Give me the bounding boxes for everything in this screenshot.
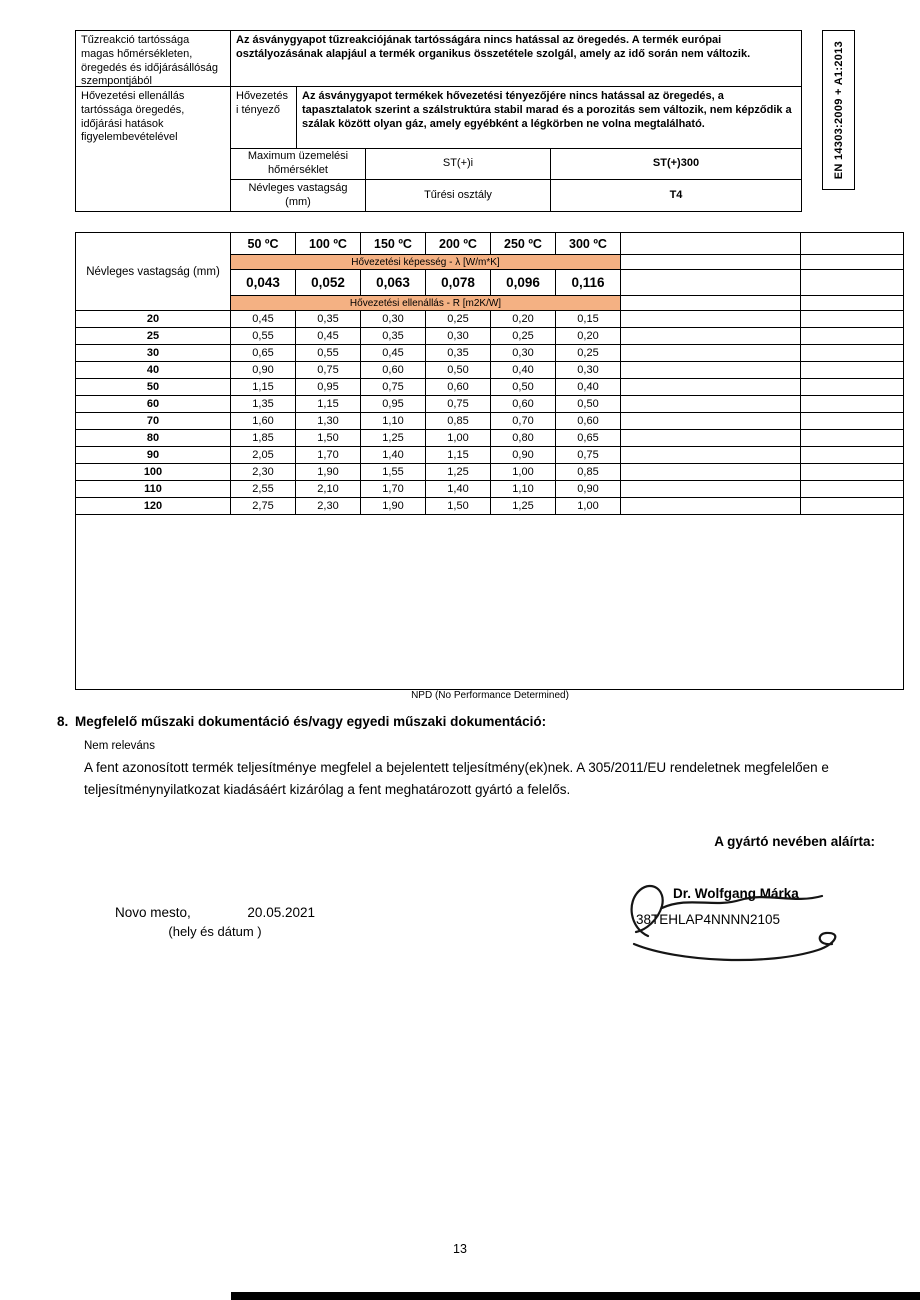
- r-value-cell: 1,35: [231, 396, 296, 413]
- thickness-row: [76, 464, 904, 481]
- r-value-cell: 1,10: [491, 481, 556, 498]
- place-date-block: [115, 905, 315, 939]
- empty-cell: [621, 328, 801, 345]
- date-text: 20.05.2021: [247, 905, 315, 920]
- r-value-cell: 0,30: [491, 345, 556, 362]
- conductivity-factor-value: Az ásványgyapot termékek hővezetési tényezőjére nincs hatással az öregedés, a tapasztalatok szerint a szálstruktúra stabil marad és a porozitás sem változik, nem képződik a szálak között olyan gáz, amely egyébként a légkörben ne volna megtalálható.: [297, 87, 801, 149]
- nominal-thickness-row: [231, 180, 801, 211]
- empty-cell: [801, 481, 904, 498]
- lambda-value-cell: 0,078: [426, 270, 491, 296]
- r-value-cell: 0,30: [556, 362, 621, 379]
- nominal-thickness-header: Névleges vastagság (mm): [76, 233, 231, 311]
- empty-cell: [801, 345, 904, 362]
- empty-cell: [621, 396, 801, 413]
- empty-cell: [621, 255, 801, 270]
- tolerance-class-value: T4: [669, 188, 683, 201]
- empty-cell: [621, 447, 801, 464]
- fire-reaction-value: Az ásványgyapot tűzreakciójának tartósságára nincs hatással az öregedés. A termék európai osztályozásának alapjául a termék organikus összetétele szolgál, amely az idő során nem változik.: [231, 31, 801, 87]
- r-value-cell: 0,45: [361, 345, 426, 362]
- signer-name: Dr. Wolfgang Márka: [673, 886, 799, 901]
- thickness-row: [76, 447, 904, 464]
- thickness-cell: 70: [76, 413, 231, 430]
- place-text: Novo mesto,: [115, 905, 191, 920]
- signed-on-behalf-label: A gyártó nevében aláírta:: [714, 834, 875, 849]
- thickness-row: [76, 362, 904, 379]
- signature-block: [618, 876, 850, 971]
- conductivity-factor-row: [231, 87, 801, 149]
- thickness-row: [76, 396, 904, 413]
- r-value-cell: 2,75: [231, 498, 296, 515]
- declaration-paragraph: A fent azonosított termék teljesítménye megfelel a bejelentett teljesítmény(ek)nek. A 305/2011/EU rendeletnek megfelelően e teljesítménynyilatkozat kiadásáért kizárólag a fent meghatározott gyártó a felelős.: [84, 760, 829, 798]
- r-value-cell: 0,75: [361, 379, 426, 396]
- r-value-cell: 0,35: [426, 345, 491, 362]
- r-value-cell: 0,60: [556, 413, 621, 430]
- empty-cell: [621, 270, 801, 296]
- empty-cell: [801, 255, 904, 270]
- r-value-cell: 1,15: [231, 379, 296, 396]
- r-value-cell: 0,30: [361, 311, 426, 328]
- empty-cell: [801, 447, 904, 464]
- r-value-cell: 1,70: [296, 447, 361, 464]
- durability-table: [75, 30, 802, 212]
- thickness-cell: 100: [76, 464, 231, 481]
- signature-code: 38TEHLAP4NNNN2105: [636, 912, 781, 927]
- r-value-cell: 0,50: [426, 362, 491, 379]
- r-value-cell: 0,15: [556, 311, 621, 328]
- r-value-cell: 1,40: [426, 481, 491, 498]
- section8-title: Megfelelő műszaki dokumentáció és/vagy egyedi műszaki dokumentáció:: [75, 714, 547, 729]
- temp-header-cell: 100 ºC: [296, 233, 361, 255]
- nominal-thickness-label: Névleges vastagság (mm): [231, 180, 366, 211]
- r-value-cell: 1,10: [361, 413, 426, 430]
- max-service-temp-class: ST(+)i: [366, 149, 551, 180]
- tolerance-class-label: Tűrési osztály: [366, 180, 551, 211]
- thickness-cell: 50: [76, 379, 231, 396]
- thickness-cell: 110: [76, 481, 231, 498]
- r-value-cell: 1,90: [361, 498, 426, 515]
- empty-cell: [621, 362, 801, 379]
- empty-cell: [801, 464, 904, 481]
- r-value-cell: 0,65: [556, 430, 621, 447]
- r-value-cell: 0,90: [556, 481, 621, 498]
- empty-cell: [801, 498, 904, 515]
- r-value-cell: 0,35: [296, 311, 361, 328]
- r-value-cell: 0,55: [231, 328, 296, 345]
- r-value-cell: 2,05: [231, 447, 296, 464]
- r-value-cell: 1,25: [426, 464, 491, 481]
- empty-area: [76, 515, 904, 690]
- r-value-cell: 1,30: [296, 413, 361, 430]
- r-value-cell: 1,55: [361, 464, 426, 481]
- temp-header-cell: 200 ºC: [426, 233, 491, 255]
- section8-number: 8.: [57, 714, 69, 729]
- temp-header-cell: 50 ºC: [231, 233, 296, 255]
- page-number: 13: [453, 1242, 467, 1256]
- thickness-cell: 120: [76, 498, 231, 515]
- thickness-rows: [76, 311, 904, 515]
- r-value-cell: 1,60: [231, 413, 296, 430]
- r-value-cell: 0,80: [491, 430, 556, 447]
- r-value-cell: 1,40: [361, 447, 426, 464]
- r-value-cell: 0,90: [231, 362, 296, 379]
- empty-cell: [801, 270, 904, 296]
- empty-cell: [801, 328, 904, 345]
- r-value-cell: 0,50: [556, 396, 621, 413]
- empty-cell: [801, 396, 904, 413]
- r-value-cell: 0,45: [296, 328, 361, 345]
- r-value-cell: 0,35: [361, 328, 426, 345]
- r-value-cell: 0,45: [231, 311, 296, 328]
- r-value-cell: 0,40: [556, 379, 621, 396]
- r-value-cell: 2,30: [296, 498, 361, 515]
- r-value-cell: 0,75: [426, 396, 491, 413]
- r-value-cell: 0,50: [491, 379, 556, 396]
- section8-heading: [57, 714, 546, 729]
- r-value-cell: 0,95: [361, 396, 426, 413]
- r-value-cell: 0,55: [296, 345, 361, 362]
- lambda-value-cell: 0,116: [556, 270, 621, 296]
- place-date-caption: (hely és dátum ): [168, 924, 262, 939]
- bottom-bar: [231, 1292, 920, 1300]
- empty-cell: [621, 379, 801, 396]
- empty-cell: [801, 379, 904, 396]
- empty-cell: [801, 296, 904, 311]
- empty-cell: [621, 430, 801, 447]
- r-value-cell: 0,25: [426, 311, 491, 328]
- thickness-cell: 80: [76, 430, 231, 447]
- temp-header-cell: 250 ºC: [491, 233, 556, 255]
- r-value-cell: 0,75: [556, 447, 621, 464]
- thermal-durability-label: Hővezetési ellenállás tartóssága öregedés, időjárási hatások figyelembevételével: [76, 87, 231, 211]
- thickness-row: [76, 328, 904, 345]
- thickness-row: [76, 311, 904, 328]
- r-value-cell: 1,00: [556, 498, 621, 515]
- thickness-row: [76, 498, 904, 515]
- empty-cell: [621, 311, 801, 328]
- thickness-row: [76, 345, 904, 362]
- lambda-value-cell: 0,052: [296, 270, 361, 296]
- place-date-line: [115, 905, 315, 920]
- r-value-cell: 0,60: [361, 362, 426, 379]
- r-value-cell: 2,10: [296, 481, 361, 498]
- thickness-row: [76, 379, 904, 396]
- lambda-value-cell: 0,063: [361, 270, 426, 296]
- thickness-row: [76, 413, 904, 430]
- r-band-label: Hővezetési ellenállás - R [m2K/W]: [231, 296, 621, 311]
- r-value-cell: 0,85: [426, 413, 491, 430]
- max-service-temp-label: Maximum üzemelési hőmérséklet: [231, 149, 366, 180]
- r-value-cell: 1,15: [296, 396, 361, 413]
- thickness-cell: 40: [76, 362, 231, 379]
- r-value-cell: 0,95: [296, 379, 361, 396]
- r-value-cell: 0,40: [491, 362, 556, 379]
- empty-cell: [621, 233, 801, 255]
- empty-cell: [801, 413, 904, 430]
- r-value-cell: 1,50: [296, 430, 361, 447]
- r-value-cell: 0,30: [426, 328, 491, 345]
- temp-header-row: [76, 233, 904, 255]
- r-value-cell: 0,65: [231, 345, 296, 362]
- empty-cell: [801, 430, 904, 447]
- empty-cell: [621, 345, 801, 362]
- r-value-cell: 1,85: [231, 430, 296, 447]
- npd-footnote: NPD (No Performance Determined): [411, 690, 569, 701]
- r-value-cell: 0,85: [556, 464, 621, 481]
- thickness-cell: 90: [76, 447, 231, 464]
- r-value-cell: 0,60: [491, 396, 556, 413]
- lambda-band-label: Hővezetési képesség - λ [W/m*K]: [231, 255, 621, 270]
- r-value-cell: 0,70: [491, 413, 556, 430]
- lambda-value-cell: 0,096: [491, 270, 556, 296]
- empty-cell: [621, 464, 801, 481]
- empty-cell: [621, 413, 801, 430]
- empty-cell: [801, 233, 904, 255]
- conductivity-factor-label: Hővezetés i tényező: [231, 87, 297, 149]
- empty-cell: [801, 311, 904, 328]
- r-value-cell: 1,50: [426, 498, 491, 515]
- thickness-cell: 25: [76, 328, 231, 345]
- empty-cell: [621, 498, 801, 515]
- thickness-cell: 30: [76, 345, 231, 362]
- r-value-cell: 1,25: [361, 430, 426, 447]
- r-value-cell: 0,25: [556, 345, 621, 362]
- lambda-value-cell: 0,043: [231, 270, 296, 296]
- empty-cell: [621, 481, 801, 498]
- fire-reaction-row: [76, 31, 801, 87]
- not-relevant-note: Nem releváns: [84, 740, 155, 752]
- r-value-cell: 1,90: [296, 464, 361, 481]
- r-value-cell: 0,75: [296, 362, 361, 379]
- r-value-cell: 2,30: [231, 464, 296, 481]
- thermal-durability-subtable: [231, 87, 801, 211]
- r-value-cell: 1,70: [361, 481, 426, 498]
- standard-reference-box: [822, 30, 855, 190]
- max-service-temp-row: [231, 149, 801, 180]
- thickness-row: [76, 481, 904, 498]
- r-value-cell: 1,15: [426, 447, 491, 464]
- r-value-cell: 0,20: [491, 311, 556, 328]
- thermal-values-table: [75, 232, 904, 690]
- thickness-cell: 20: [76, 311, 231, 328]
- r-value-cell: 0,60: [426, 379, 491, 396]
- r-value-cell: 0,90: [491, 447, 556, 464]
- r-value-cell: 1,25: [491, 498, 556, 515]
- temp-header-cell: 150 ºC: [361, 233, 426, 255]
- r-value-cell: 0,20: [556, 328, 621, 345]
- temp-header-cell: 300 ºC: [556, 233, 621, 255]
- r-value-cell: 0,25: [491, 328, 556, 345]
- fire-reaction-label: Tűzreakció tartóssága magas hőmérsékleten, öregedés és időjárásállóság szempontjából: [76, 31, 231, 87]
- thickness-row: [76, 430, 904, 447]
- thermal-durability-row: [76, 87, 801, 211]
- empty-cell: [801, 362, 904, 379]
- standard-reference: EN 14303:2009 + A1:2013: [832, 40, 845, 180]
- thickness-cell: 60: [76, 396, 231, 413]
- r-value-cell: 2,55: [231, 481, 296, 498]
- max-service-temp-value: ST(+)300: [551, 149, 801, 180]
- empty-bottom-row: [76, 515, 904, 690]
- empty-cell: [621, 296, 801, 311]
- r-value-cell: 1,00: [491, 464, 556, 481]
- r-value-cell: 1,00: [426, 430, 491, 447]
